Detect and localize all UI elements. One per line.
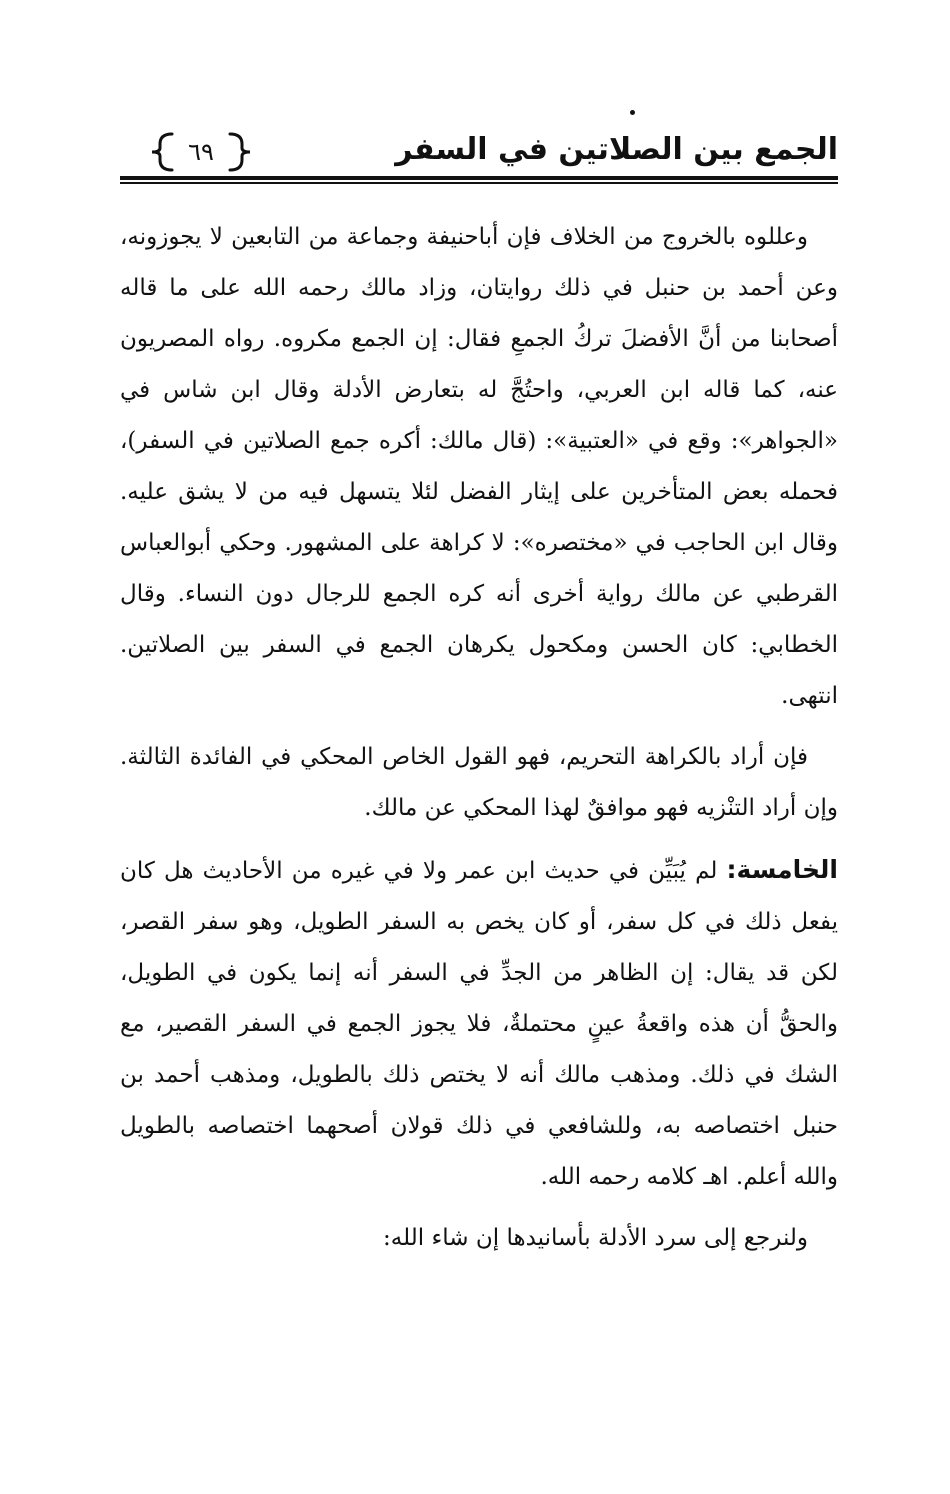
page-number: ٦٩ [188,138,214,166]
header-rule-thin [120,182,838,184]
paragraph-4: ولنرجع إلى سرد الأدلة بأسانيدها إن شاء الله: [383,1225,808,1251]
page-header [120,120,838,184]
paragraph-2: فإن أراد بالكراهة التحريم، فهو القول الخاص المحكي في الفائدة الثالثة. وإن أراد التنْزيه فهو موافقٌ لهذا المحكي عن مالك. [120,744,838,821]
running-title: الجمع بين الصلاتين في السفر [395,132,838,167]
header-rule-thick [120,176,838,180]
paragraph-3 [120,844,838,1203]
paragraph-3-text: لم يُبَيِّن في حديث ابن عمر ولا في غيره من الأحاديث هل كان يفعل ذلك في كل سفر، أو كان يخص به السفر الطويل، وهو سفر القصر، لكن قد يقال: إن الظاهر من الجدِّ في السفر أنه إنما يكون في الطويل، والحقُّ أن هذه واقعةُ عينٍ محتملةٌ، فلا يجوز الجمع في السفر القصير، مع الشك في ذلك. ومذهب مالك أنه لا يختص ذلك بالطويل، ومذهب أحمد بن حنبل اختصاصه به، وللشافعي في ذلك قولان أصحهما اختصاصه بالطويل والله أعلم. اهـ كلامه رحمه الله. [120,858,838,1190]
body-text [120,212,838,1264]
section-label-fifth: الخامسة: [726,855,838,884]
ink-dot [630,110,635,115]
page-number-badge [150,130,252,174]
paragraph-1: وعللوه بالخروج من الخلاف فإن أباحنيفة وجماعة من التابعين لا يجوزونه، وعن أحمد بن حنبل في ذلك روايتان، وزاد مالك رحمه الله على ما قاله أصحابنا من أنَّ الأفضلَ تركُ الجمعِ فقال: إن الجمع مكروه. رواه المصريون عنه، كما قاله ابن العربي، واحتُجَّ له بتعارض الأدلة وقال ابن شاس في «الجواهر»: وقع في «العتبية»: (قال مالك: أكره جمع الصلاتين في السفر)، فحمله بعض المتأخرين على إيثار الفضل لئلا يتسهل فيه من لا يشق عليه. وقال ابن الحاجب في «مختصره»: لا كراهة على المشهور. وحكي أبوالعباس القرطبي عن مالك رواية أخرى أنه كره الجمع للرجال دون النساء. وقال الخطابي: كان الحسن ومكحول يكرهان الجمع في السفر بين الصلاتين. انتهى. [120,224,838,709]
